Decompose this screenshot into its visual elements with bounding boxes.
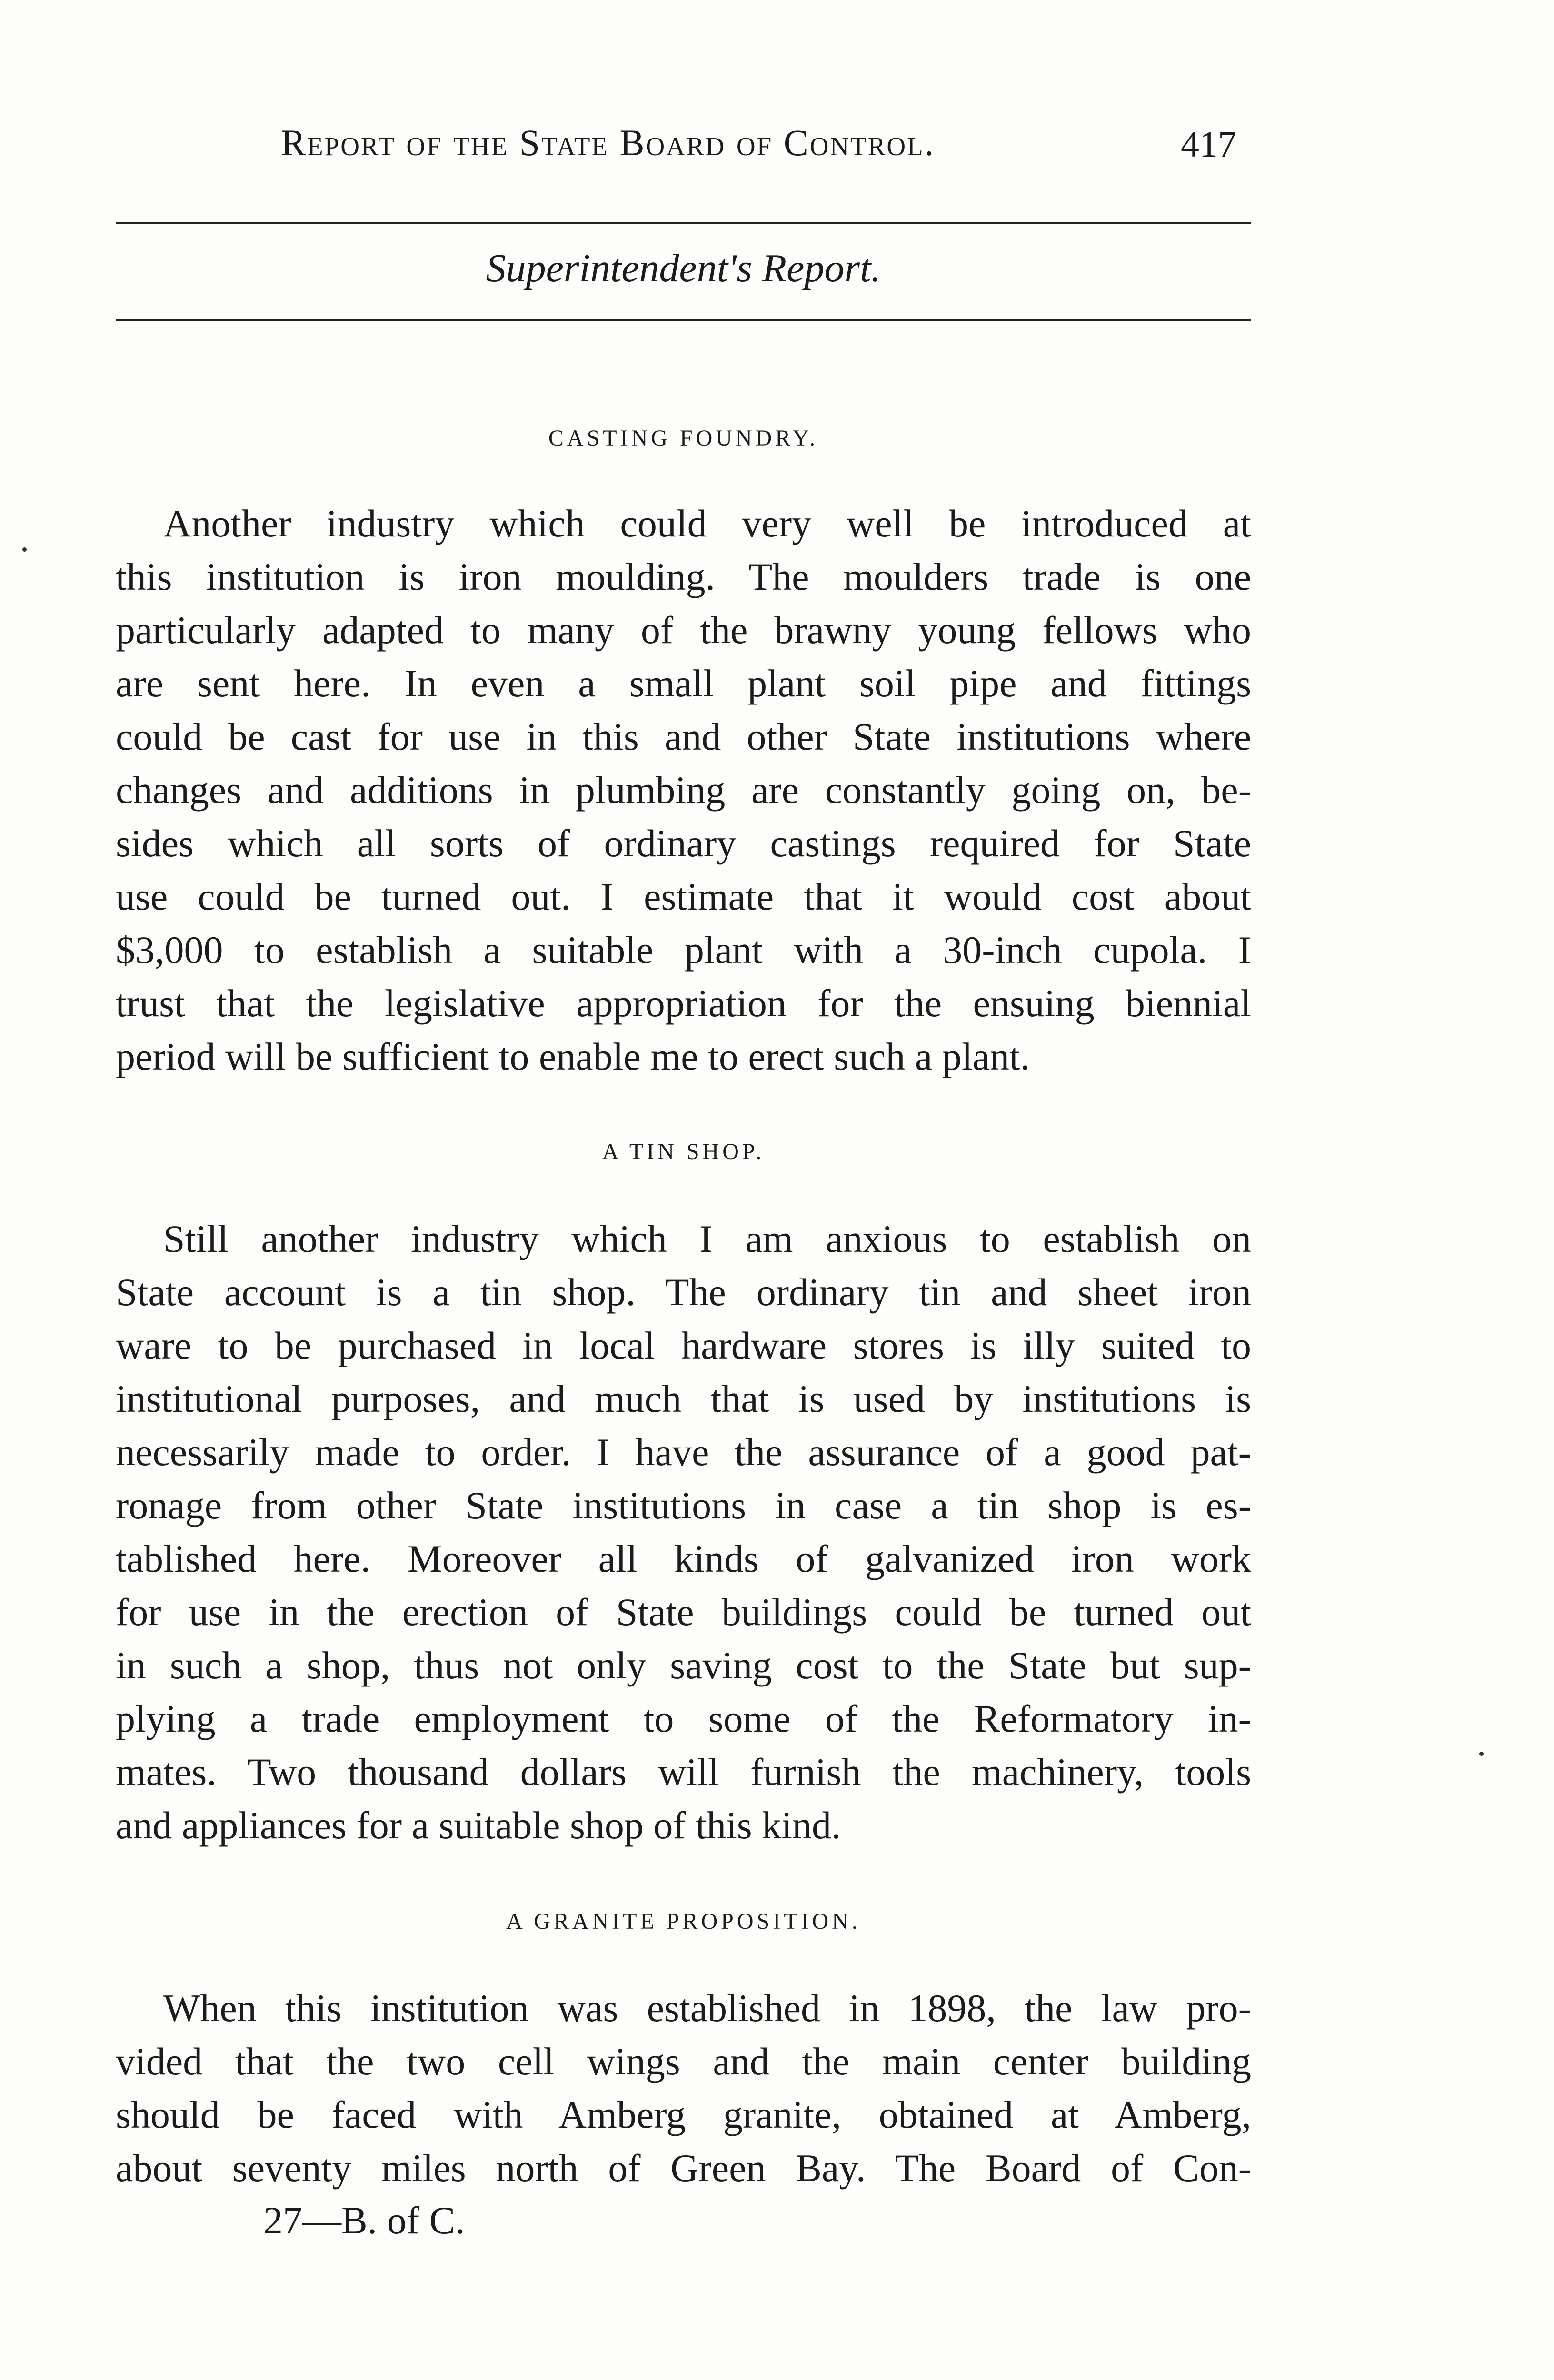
signature-mark: 27—B. of C. <box>263 2199 465 2242</box>
paragraph-line: $3,000 to establish a suitable plant with a 30-inch cupola. I <box>116 928 1251 972</box>
paragraph-line: could be cast for use in this and other State institutions where <box>116 715 1251 758</box>
paragraph-line: period will be sufficient to enable me to erect such a plant. <box>116 1035 1030 1078</box>
paragraph-line: tablished here. Moreover all kinds of galvanized iron work <box>116 1537 1251 1580</box>
paragraph-line: institutional purposes, and much that is used by institutions is <box>116 1377 1251 1420</box>
paragraph-line: State account is a tin shop. The ordinary tin and sheet iron <box>116 1270 1251 1314</box>
paragraph-line: this institution is iron moulding. The moulders trade is one <box>116 555 1251 598</box>
paragraph-line: in such a shop, thus not only saving cost to the State but sup- <box>116 1644 1251 1687</box>
paragraph-line: plying a trade employment to some of the Reformatory in- <box>116 1697 1251 1740</box>
running-head: Report of the State Board of Control. <box>281 122 936 163</box>
paragraph-line: use could be turned out. I estimate that it would cost about <box>116 875 1251 918</box>
paragraph-line: Another industry which could very well be introduced at <box>163 502 1251 545</box>
section-title-tin-shop: A TIN SHOP. <box>602 1139 765 1164</box>
section-title-casting-foundry: CASTING FOUNDRY. <box>548 426 819 451</box>
paragraph-line: and appliances for a suitable shop of this kind. <box>116 1804 841 1847</box>
paragraph-line: trust that the legislative appropriation for the ensuing biennial <box>116 982 1251 1025</box>
paragraph-line: changes and additions in plumbing are constantly going on, be- <box>116 768 1251 812</box>
paragraph-line: ware to be purchased in local hardware stores is illy suited to <box>116 1324 1251 1367</box>
page-subhead: Superintendent's Report. <box>486 246 881 290</box>
section-title-granite-proposition: A GRANITE PROPOSITION. <box>506 1909 861 1934</box>
header-rule-top <box>116 222 1251 224</box>
page-speck <box>22 547 27 552</box>
paragraph-line: particularly adapted to many of the brawny young fellows who <box>116 608 1251 652</box>
paragraph-line: necessarily made to order. I have the assurance of a good pat- <box>116 1430 1251 1474</box>
paragraph-line: should be faced with Amberg granite, obtained at Amberg, <box>116 2093 1251 2136</box>
paragraph-line: When this institution was established in 1898, the law pro- <box>163 1986 1251 2030</box>
paragraph-line: about seventy miles north of Green Bay. The Board of Con- <box>116 2146 1251 2190</box>
paragraph-line: sides which all sorts of ordinary castings required for State <box>116 822 1251 865</box>
paragraph-line: vided that the two cell wings and the main center building <box>116 2040 1251 2083</box>
header-rule-bottom <box>116 319 1251 321</box>
paragraph-line: are sent here. In even a small plant soil pipe and fittings <box>116 662 1251 705</box>
paragraph-line: mates. Two thousand dollars will furnish the machinery, tools <box>116 1750 1251 1794</box>
paragraph-line: ronage from other State institutions in case a tin shop is es- <box>116 1484 1251 1527</box>
page-speck <box>1479 1752 1484 1756</box>
paragraph-line: Still another industry which I am anxious to establish on <box>163 1217 1251 1260</box>
paragraph-line: for use in the erection of State buildings could be turned out <box>116 1590 1251 1634</box>
page-number: 417 <box>1181 123 1236 165</box>
